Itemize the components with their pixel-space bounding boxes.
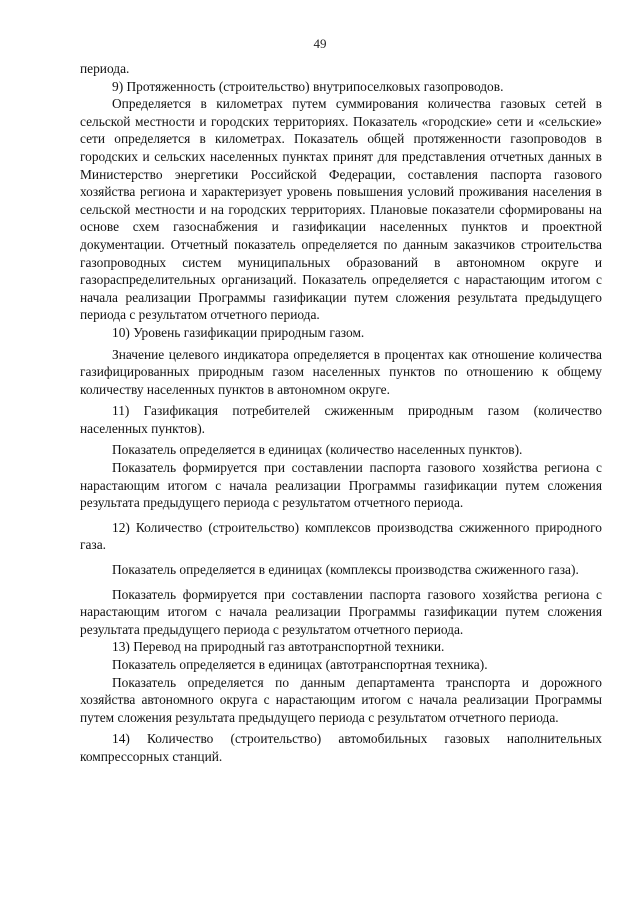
- paragraph: 13) Перевод на природный газ автотранспортной техники.: [112, 639, 445, 655]
- paragraph: Показатель определяется в единицах (количество населенных пунктов).: [112, 442, 523, 458]
- paragraph: 11) Газификация потребителей сжиженным природным газом (количество населенных пунктов).: [80, 403, 602, 436]
- paragraph: 10) Уровень газификации природным газом.: [112, 324, 365, 340]
- paragraph: 14) Количество (строительство) автомобильных газовых наполнительных компрессорных станций.: [80, 731, 602, 764]
- paragraph: Показатель определяется по данным департамента транспорта и дорожного хозяйства автономного округа с нарастающим итогом с начала реализации Программы путем сложения результата предыдущего периода с результатом отчетного периода.: [80, 674, 602, 725]
- paragraph: Показатель определяется в единицах (автотранспортная техника).: [112, 657, 488, 672]
- paragraph: 9) Протяженность (строительство) внутрипоселковых газопроводов.: [112, 78, 504, 94]
- paragraph: периода.: [80, 61, 130, 76]
- paragraph: 12) Количество (строительство) комплексов производства сжиженного природного газа.: [80, 519, 602, 553]
- paragraph: Значение целевого индикатора определяется в процентах как отношение количества газифицированных природным газом населенных пунктов по отношению к общему количеству населенных пунктов в автономном округе.: [80, 346, 602, 397]
- page-number: 49: [313, 36, 327, 51]
- paragraph: Показатель формируется при составлении паспорта газового хозяйства региона с нарастающим итогом с начала реализации Программы газификации путем сложения результата предыдущего периода с результатом отчетного периода.: [80, 460, 602, 511]
- paragraph: Показатель определяется в единицах (комплексы производства сжиженного газа).: [112, 562, 579, 578]
- document-body: [80, 60, 602, 766]
- paragraph: Определяется в километрах путем суммирования количества газовых сетей в сельской местности и городских территориях. Показатель «городские» сети и «сельские» сети определяется в километрах. Показатель общей протяженности газопроводов в городских и сельских населенных пунктах принят для представления отчетных данных в Министерство энергетики Российской Федерации, составления паспорта газового хозяйства региона и характеризует уровень повышения условий проживания населения в сельской местности и на городских территориях. Плановые показатели сформированы на основе схем газоснабжения и газификации населенных пунктов и проектной документации. Отчетный показатель определяется по данным заказчиков строительства газопроводных систем муниципальных образований в автономном округе и газораспределительных организаций. Показатель определяется с нарастающим итогом с начала реализации Программы газификации путем сложения результата предыдущего периода с результатом отчетного периода.: [80, 96, 602, 323]
- paragraph: Показатель формируется при составлении паспорта газового хозяйства региона с нарастающим итогом с начала реализации Программы газификации путем сложения результата предыдущего периода с результатом отчетного периода.: [80, 586, 602, 637]
